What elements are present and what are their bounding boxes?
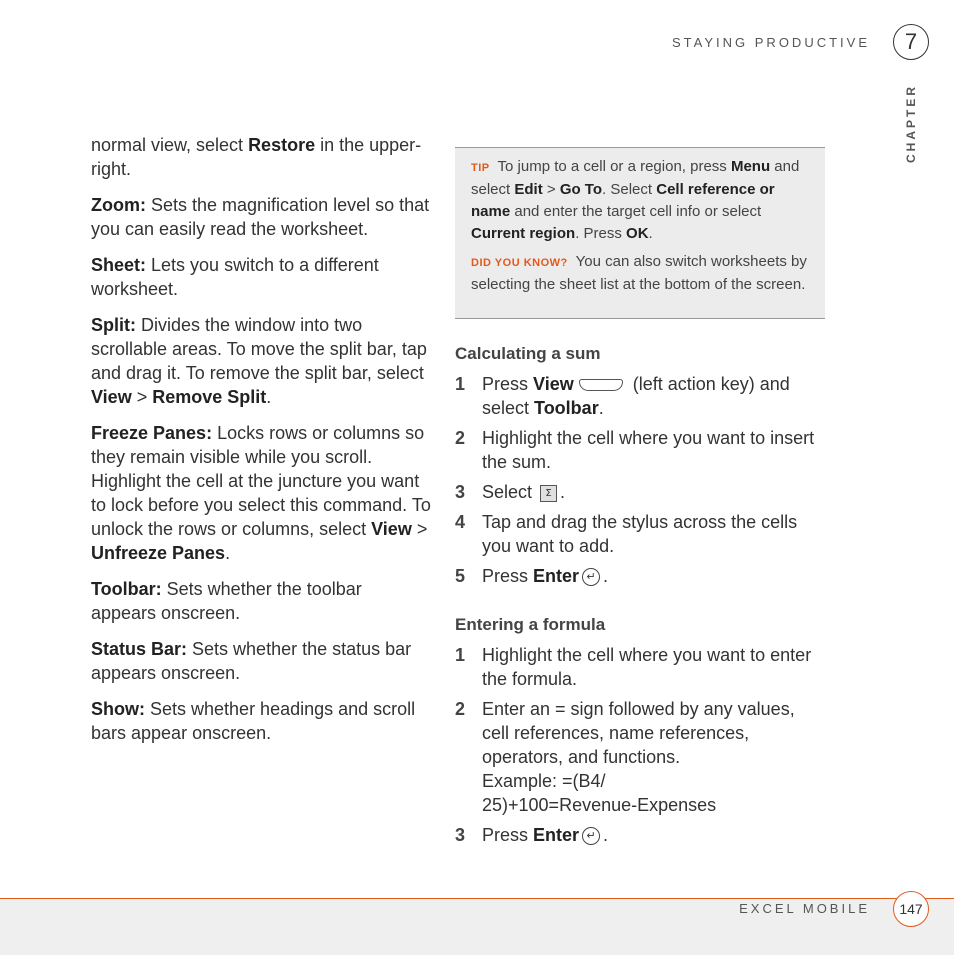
did-you-know-paragraph: DID YOU KNOW? You can also switch worksheets by selecting the sheet list at the bottom of the screen.	[471, 253, 807, 293]
sheet-item: Sheet: Lets you switch to a different worksheet.	[91, 255, 379, 299]
entering-formula-section	[455, 613, 825, 853]
step: 1 Press View (left action key) and select Toolbar.	[455, 374, 790, 418]
step: 3 Select Σ .	[455, 482, 566, 502]
step: 4 Tap and drag the stylus across the cells you want to add.	[455, 512, 798, 556]
left-action-key-icon	[579, 379, 623, 391]
enter-key-icon: ↵	[582, 827, 600, 845]
toolbar-item: Toolbar: Sets whether the toolbar appears onscreen.	[91, 579, 362, 623]
tip-label: TIP	[471, 162, 490, 174]
step: 1 Highlight the cell where you want to enter the formula.	[455, 645, 812, 689]
status-bar-item: Status Bar: Sets whether the status bar appears onscreen.	[91, 639, 412, 683]
tip-callout-box	[455, 147, 825, 319]
step: 2 Enter an = sign followed by any values, cell references, name references, operators, and functions. Example: =(B4/ 25)+100=Revenue-Expenses	[455, 699, 795, 815]
enter-key-icon: ↵	[582, 568, 600, 586]
running-footer: EXCEL MOBILE	[739, 901, 870, 916]
show-item: Show: Sets whether headings and scroll bars appear onscreen.	[91, 699, 416, 743]
step: 5 Press Enter ↵ .	[455, 566, 609, 586]
zoom-item: Zoom: Sets the magnification level so that you can easily read the worksheet.	[91, 195, 430, 239]
formula-example-line: Example: =(B4/	[482, 771, 606, 791]
step: 2 Highlight the cell where you want to insert the sum.	[455, 428, 815, 472]
split-item: Split: Divides the window into two scrollable areas. To move the split bar, tap and drag it. To remove the split bar, select View > Remove Split.	[91, 315, 427, 407]
sigma-icon: Σ	[540, 485, 557, 502]
chapter-number-badge: 7	[893, 24, 929, 60]
formula-example-line: 25)+100=Revenue-Expenses	[482, 795, 717, 815]
page-number-badge: 147	[893, 891, 929, 927]
did-you-know-label: DID YOU KNOW?	[471, 257, 568, 269]
calculating-sum-section	[455, 342, 825, 594]
intro-paragraph: normal view, select Restore in the upper-right.	[91, 135, 422, 179]
chapter-label: CHAPTER	[904, 84, 918, 164]
freeze-panes-item: Freeze Panes: Locks rows or columns so they remain visible while you scroll. Highlight the cell at the juncture you want to lock before you select this command. To unlock the rows or columns, select View > Unfreeze Panes.	[91, 423, 431, 563]
section-heading: Calculating a sum	[455, 344, 601, 363]
running-header: STAYING PRODUCTIVE	[672, 35, 870, 50]
left-column	[91, 133, 431, 757]
section-heading: Entering a formula	[455, 615, 606, 634]
tip-paragraph: TIP To jump to a cell or a region, press Menu and select Edit > Go To. Select Cell reference or name and enter the target cell info or select Current region. Press OK.	[471, 158, 800, 242]
step: 3 Press Enter ↵ .	[455, 825, 609, 845]
